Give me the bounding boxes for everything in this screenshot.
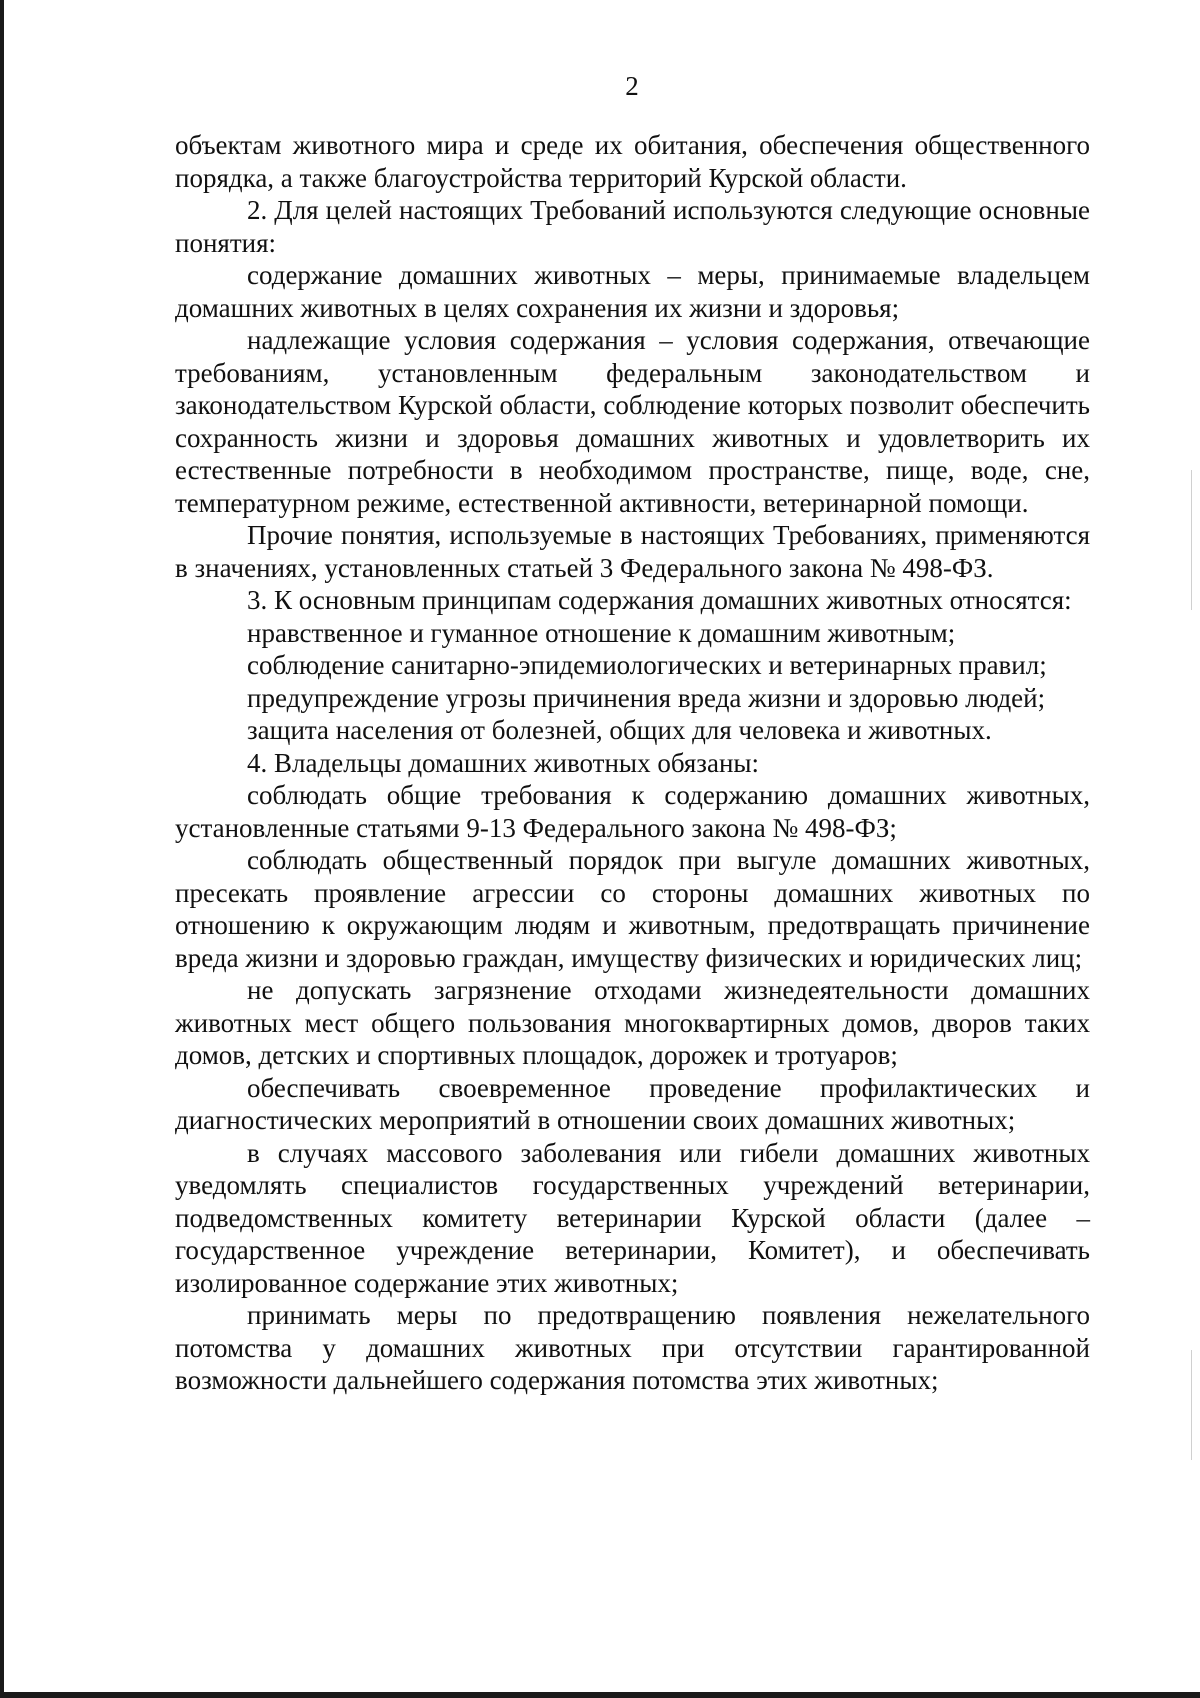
- paragraph: нравственное и гуманное отношение к домашним животным;: [247, 617, 956, 648]
- paragraph: Прочие понятия, используемые в настоящих Требованиях, применяются в значениях, установленных статьей 3 Федерального закона № 498-ФЗ.: [175, 520, 1090, 583]
- paragraph: объектам животного мира и среде их обитания, обеспечения общественного порядка, а также благоустройства территорий Курской области.: [175, 130, 1090, 193]
- paragraph: содержание домашних животных – меры, принимаемые владельцем домашних животных в целях сохранения их жизни и здоровья;: [175, 260, 1090, 323]
- scan-mark-right: [1191, 470, 1192, 610]
- paragraph: 3. К основным принципам содержания домашних животных относятся:: [247, 585, 1072, 615]
- paragraph: принимать меры по предотвращению появления нежелательного потомства у домашних животных при отсутствии гарантированной возможности дальнейшего содержания потомства этих животных;: [175, 1300, 1090, 1395]
- page-number: 2: [625, 71, 639, 101]
- paragraph: в случаях массового заболевания или гибели домашних животных уведомлять специалистов государственных учреждений ветеринарии, подведомственных комитету ветеринарии Курской области (далее – государственное учреждение ветеринарии, Комитет), и обеспечивать изолированное содержание этих животных;: [175, 1137, 1090, 1298]
- paragraph: 4. Владельцы домашних животных обязаны:: [247, 747, 760, 778]
- paragraph: обеспечивать своевременное проведение профилактических и диагностических мероприятий в отношении своих домашних животных;: [175, 1072, 1090, 1135]
- paragraph: не допускать загрязнение отходами жизнедеятельности домашних животных мест общего пользования многоквартирных домов, дворов таких домов, детских и спортивных площадок, дорожек и тротуаров;: [175, 975, 1090, 1070]
- paragraph: надлежащие условия содержания – условия содержания, отвечающие требованиям, установленным федеральным законодательством и законодательством Курской области, соблюдение которых позволит обеспечить сохранность жизни и здоровья домашних животных и удовлетворить их естественные потребности в необходимом пространстве, пище, воде, сне, температурном режиме, естественной активности, ветеринарной помощи.: [175, 325, 1090, 518]
- scan-mark-right-lower: [1191, 1350, 1192, 1460]
- paragraph: защита населения от болезней, общих для человека и животных.: [247, 715, 992, 745]
- document-body: [175, 129, 1090, 1397]
- paragraph: соблюдение санитарно-эпидемиологических и ветеринарных правил;: [247, 650, 1047, 680]
- paragraph: соблюдать общие требования к содержанию домашних животных, установленные статьями 9-13 Федерального закона № 498-ФЗ;: [175, 780, 1090, 843]
- scan-border-left: [0, 0, 4, 1698]
- paragraph: соблюдать общественный порядок при выгуле домашних животных, пресекать проявление агрессии со стороны домашних животных по отношению к окружающим людям и животным, предотвращать причинение вреда жизни и здоровью граждан, имуществу физических и юридических лиц;: [175, 845, 1090, 973]
- scan-border-bottom: [0, 1692, 1200, 1698]
- paragraph: предупреждение угрозы причинения вреда жизни и здоровью людей;: [247, 682, 1046, 713]
- paragraph: 2. Для целей настоящих Требований используются следующие основные понятия:: [175, 195, 1090, 258]
